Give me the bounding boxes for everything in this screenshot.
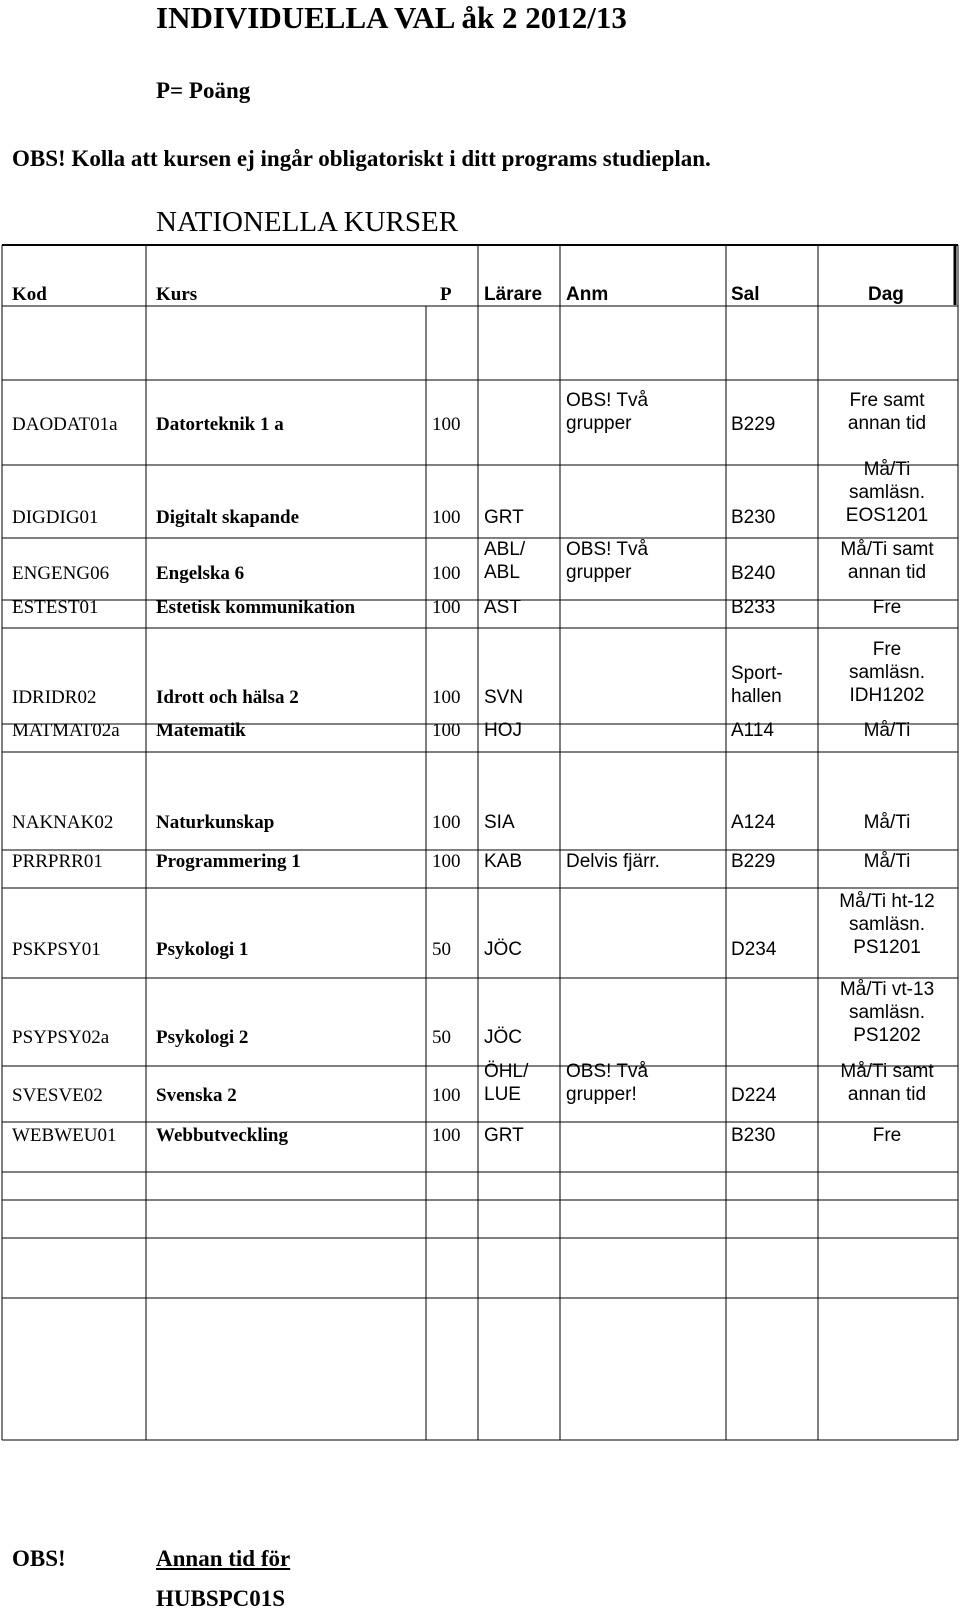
cell-kurs	[156, 1026, 248, 1049]
cell-p	[432, 719, 461, 742]
cell-line: annan tid	[847, 1084, 927, 1105]
cell-line: AST	[484, 597, 521, 618]
cell-line: JÖC	[484, 1027, 522, 1048]
cell-dag	[822, 978, 952, 1047]
cell-kurs	[156, 1124, 288, 1147]
cell-line: B230	[731, 507, 776, 528]
cell-larare	[484, 1060, 528, 1106]
cell-line: SVN	[484, 687, 524, 708]
cell-sal	[731, 506, 775, 529]
cell-line: Fre	[872, 597, 902, 618]
cell-anm	[566, 1060, 648, 1106]
cell-line: OBS! Två	[566, 390, 649, 411]
cell-line: Idrott och hälsa 2	[156, 687, 299, 708]
cell-sal	[731, 811, 775, 834]
cell-line: ABL/	[484, 539, 526, 560]
cell-p	[432, 811, 461, 834]
cell-line: OBS! Två	[566, 539, 649, 560]
cell-line: Må/Ti	[863, 812, 911, 833]
cell-sal	[731, 1084, 776, 1107]
cell-kod	[12, 1084, 103, 1107]
cell-p	[432, 562, 461, 585]
cell-line: Digitalt skapande	[156, 507, 300, 528]
cell-dag	[822, 538, 952, 584]
cell-larare	[484, 596, 521, 619]
points-legend: P= Poäng	[156, 78, 251, 103]
cell-anm	[566, 850, 660, 873]
cell-line: Må/Ti	[863, 459, 911, 480]
cell-line: annan tid	[847, 413, 927, 434]
cell-larare	[484, 686, 523, 709]
cell-kod	[12, 1124, 116, 1147]
cell-p	[432, 850, 461, 873]
cell-kod	[12, 562, 109, 585]
header-sal: Sal	[731, 284, 760, 305]
cell-larare	[484, 506, 524, 529]
cell-dag	[822, 811, 952, 834]
cell-p	[432, 506, 461, 529]
cell-p	[432, 1084, 461, 1107]
cell-line: 100	[432, 507, 461, 528]
cell-dag	[822, 1124, 952, 1147]
cell-kod	[12, 596, 99, 619]
cell-p	[432, 413, 461, 436]
cell-line: ABL	[484, 562, 520, 583]
cell-line: SVESVE02	[12, 1085, 103, 1106]
cell-line: ESTEST01	[12, 597, 99, 618]
cell-dag	[822, 719, 952, 742]
cell-line: Datorteknik 1 a	[156, 414, 284, 435]
cell-line: 100	[432, 563, 461, 584]
cell-sal	[731, 413, 775, 436]
cell-anm	[566, 538, 648, 584]
header-larare: Lärare	[484, 284, 543, 305]
cell-line: ÖHL/	[484, 1061, 529, 1082]
cell-line: 100	[432, 597, 461, 618]
cell-line: Engelska 6	[156, 563, 245, 584]
cell-kod	[12, 938, 101, 961]
cell-p	[432, 1026, 451, 1049]
cell-line: PSKPSY01	[12, 939, 101, 960]
cell-kod	[12, 506, 99, 529]
cell-larare	[484, 1026, 522, 1049]
header-dag: Dag	[868, 284, 904, 305]
cell-line: Estetisk kommunikation	[156, 597, 356, 618]
cell-line: 100	[432, 687, 461, 708]
cell-line: annan tid	[847, 562, 927, 583]
footer-note-line2: HUBSPC01S	[156, 1586, 286, 1611]
cell-line: Psykologi 2	[156, 1027, 249, 1048]
cell-line: LUE	[484, 1084, 521, 1105]
cell-line: 100	[432, 1085, 461, 1106]
cell-line: ENGENG06	[12, 563, 110, 584]
cell-line: Fre	[872, 1125, 902, 1146]
cell-line: samläsn.	[848, 662, 926, 683]
cell-kod	[12, 686, 96, 709]
cell-line: Må/Ti	[863, 720, 911, 741]
cell-kod	[12, 719, 120, 742]
cell-line: 100	[432, 720, 461, 741]
cell-line: PS1201	[853, 937, 921, 958]
cell-line: PS1202	[853, 1025, 921, 1046]
cell-sal	[731, 562, 775, 585]
cell-sal	[731, 662, 783, 708]
cell-line: Naturkunskap	[156, 812, 275, 833]
cell-line: WEBWEU01	[12, 1125, 117, 1146]
cell-kurs	[156, 562, 244, 585]
cell-line: 50	[432, 939, 451, 960]
cell-dag	[822, 389, 952, 435]
cell-line: A114	[731, 720, 774, 741]
cell-kod	[12, 1026, 109, 1049]
cell-kurs	[156, 938, 248, 961]
cell-kurs	[156, 850, 301, 873]
cell-line: HOJ	[484, 720, 522, 741]
cell-line: GRT	[484, 1125, 524, 1146]
cell-kurs	[156, 506, 299, 529]
cell-line: Fre samt	[849, 390, 925, 411]
cell-line: Programmering 1	[156, 851, 301, 872]
cell-line: SIA	[484, 812, 515, 833]
cell-line: JÖC	[484, 939, 522, 960]
cell-line: grupper	[566, 562, 632, 583]
cell-kurs	[156, 1084, 237, 1107]
page-title: INDIVIDUELLA VAL åk 2 2012/13	[156, 0, 627, 35]
cell-kurs	[156, 811, 274, 834]
cell-dag	[822, 458, 952, 527]
cell-line: samläsn.	[848, 914, 926, 935]
cell-larare	[484, 811, 515, 834]
cell-anm	[566, 389, 648, 435]
cell-line: Delvis fjärr.	[566, 851, 660, 872]
cell-line: PSYPSY02a	[12, 1027, 110, 1048]
cell-larare	[484, 850, 522, 873]
header-p: P	[440, 284, 452, 305]
cell-line: Psykologi 1	[156, 939, 249, 960]
cell-line: 100	[432, 1125, 461, 1146]
cell-line: OBS! Två	[566, 1061, 649, 1082]
cell-kurs	[156, 686, 299, 709]
cell-line: B233	[731, 597, 776, 618]
header-kod: Kod	[12, 284, 47, 305]
cell-kod	[12, 850, 103, 873]
cell-line: DAODAT01a	[12, 414, 118, 435]
section-heading: NATIONELLA KURSER	[156, 206, 459, 238]
cell-line: B240	[731, 563, 776, 584]
cell-p	[432, 686, 461, 709]
cell-line: KAB	[484, 851, 523, 872]
cell-sal	[731, 1124, 775, 1147]
cell-p	[432, 1124, 461, 1147]
cell-line: Må/Ti	[863, 851, 911, 872]
cell-line: Må/Ti samt	[840, 539, 934, 560]
cell-line: Fre	[872, 639, 902, 660]
cell-line: Webbutveckling	[156, 1125, 288, 1146]
cell-line: Matematik	[156, 720, 246, 741]
cell-sal	[731, 938, 776, 961]
cell-line: Må/Ti ht-12	[839, 891, 935, 912]
cell-line: IDRIDR02	[12, 687, 97, 708]
cell-line: IDH1202	[849, 685, 925, 706]
cell-line: Må/Ti samt	[840, 1061, 934, 1082]
cell-p	[432, 596, 461, 619]
cell-line: B229	[731, 414, 776, 435]
cell-line: GRT	[484, 507, 524, 528]
cell-line: 100	[432, 851, 461, 872]
header-kurs: Kurs	[156, 284, 198, 305]
notice-text: OBS! Kolla att kursen ej ingår obligatoriskt i ditt programs studieplan.	[12, 146, 711, 171]
cell-dag	[822, 638, 952, 707]
cell-line: Må/Ti vt-13	[839, 979, 935, 1000]
cell-line: D224	[731, 1085, 777, 1106]
cell-line: 100	[432, 812, 461, 833]
cell-line: Svenska 2	[156, 1085, 237, 1106]
cell-larare	[484, 1124, 524, 1147]
cell-line: hallen	[731, 686, 782, 707]
cell-line: D234	[731, 939, 777, 960]
cell-kurs	[156, 413, 284, 436]
cell-larare	[484, 719, 522, 742]
cell-line: Sport-	[731, 663, 783, 684]
cell-larare	[484, 538, 525, 584]
cell-line: 50	[432, 1027, 451, 1048]
cell-line: 100	[432, 414, 461, 435]
cell-dag	[822, 1060, 952, 1106]
cell-line: EOS1201	[845, 505, 929, 526]
cell-p	[432, 938, 451, 961]
cell-line: NAKNAK02	[12, 812, 114, 833]
header-anm: Anm	[566, 284, 609, 305]
cell-kurs	[156, 596, 355, 619]
cell-line: MATMAT02a	[12, 720, 120, 741]
cell-sal	[731, 719, 774, 742]
cell-line: B230	[731, 1125, 776, 1146]
cell-line: A124	[731, 812, 776, 833]
cell-kod	[12, 811, 113, 834]
cell-line: samläsn.	[848, 1002, 926, 1023]
cell-line: PRRPRR01	[12, 851, 103, 872]
cell-dag	[822, 850, 952, 873]
cell-line: samläsn.	[848, 482, 926, 503]
cell-line: grupper!	[566, 1084, 637, 1105]
cell-dag	[822, 890, 952, 959]
cell-line: DIGDIG01	[12, 507, 99, 528]
cell-sal	[731, 596, 775, 619]
footer-note-line1: Annan tid för	[156, 1546, 291, 1571]
cell-line: B229	[731, 851, 776, 872]
footer-obs: OBS!	[12, 1546, 66, 1571]
cell-line: grupper	[566, 413, 632, 434]
cell-kod	[12, 413, 118, 436]
cell-larare	[484, 938, 522, 961]
cell-kurs	[156, 719, 246, 742]
cell-dag	[822, 596, 952, 619]
cell-sal	[731, 850, 775, 873]
